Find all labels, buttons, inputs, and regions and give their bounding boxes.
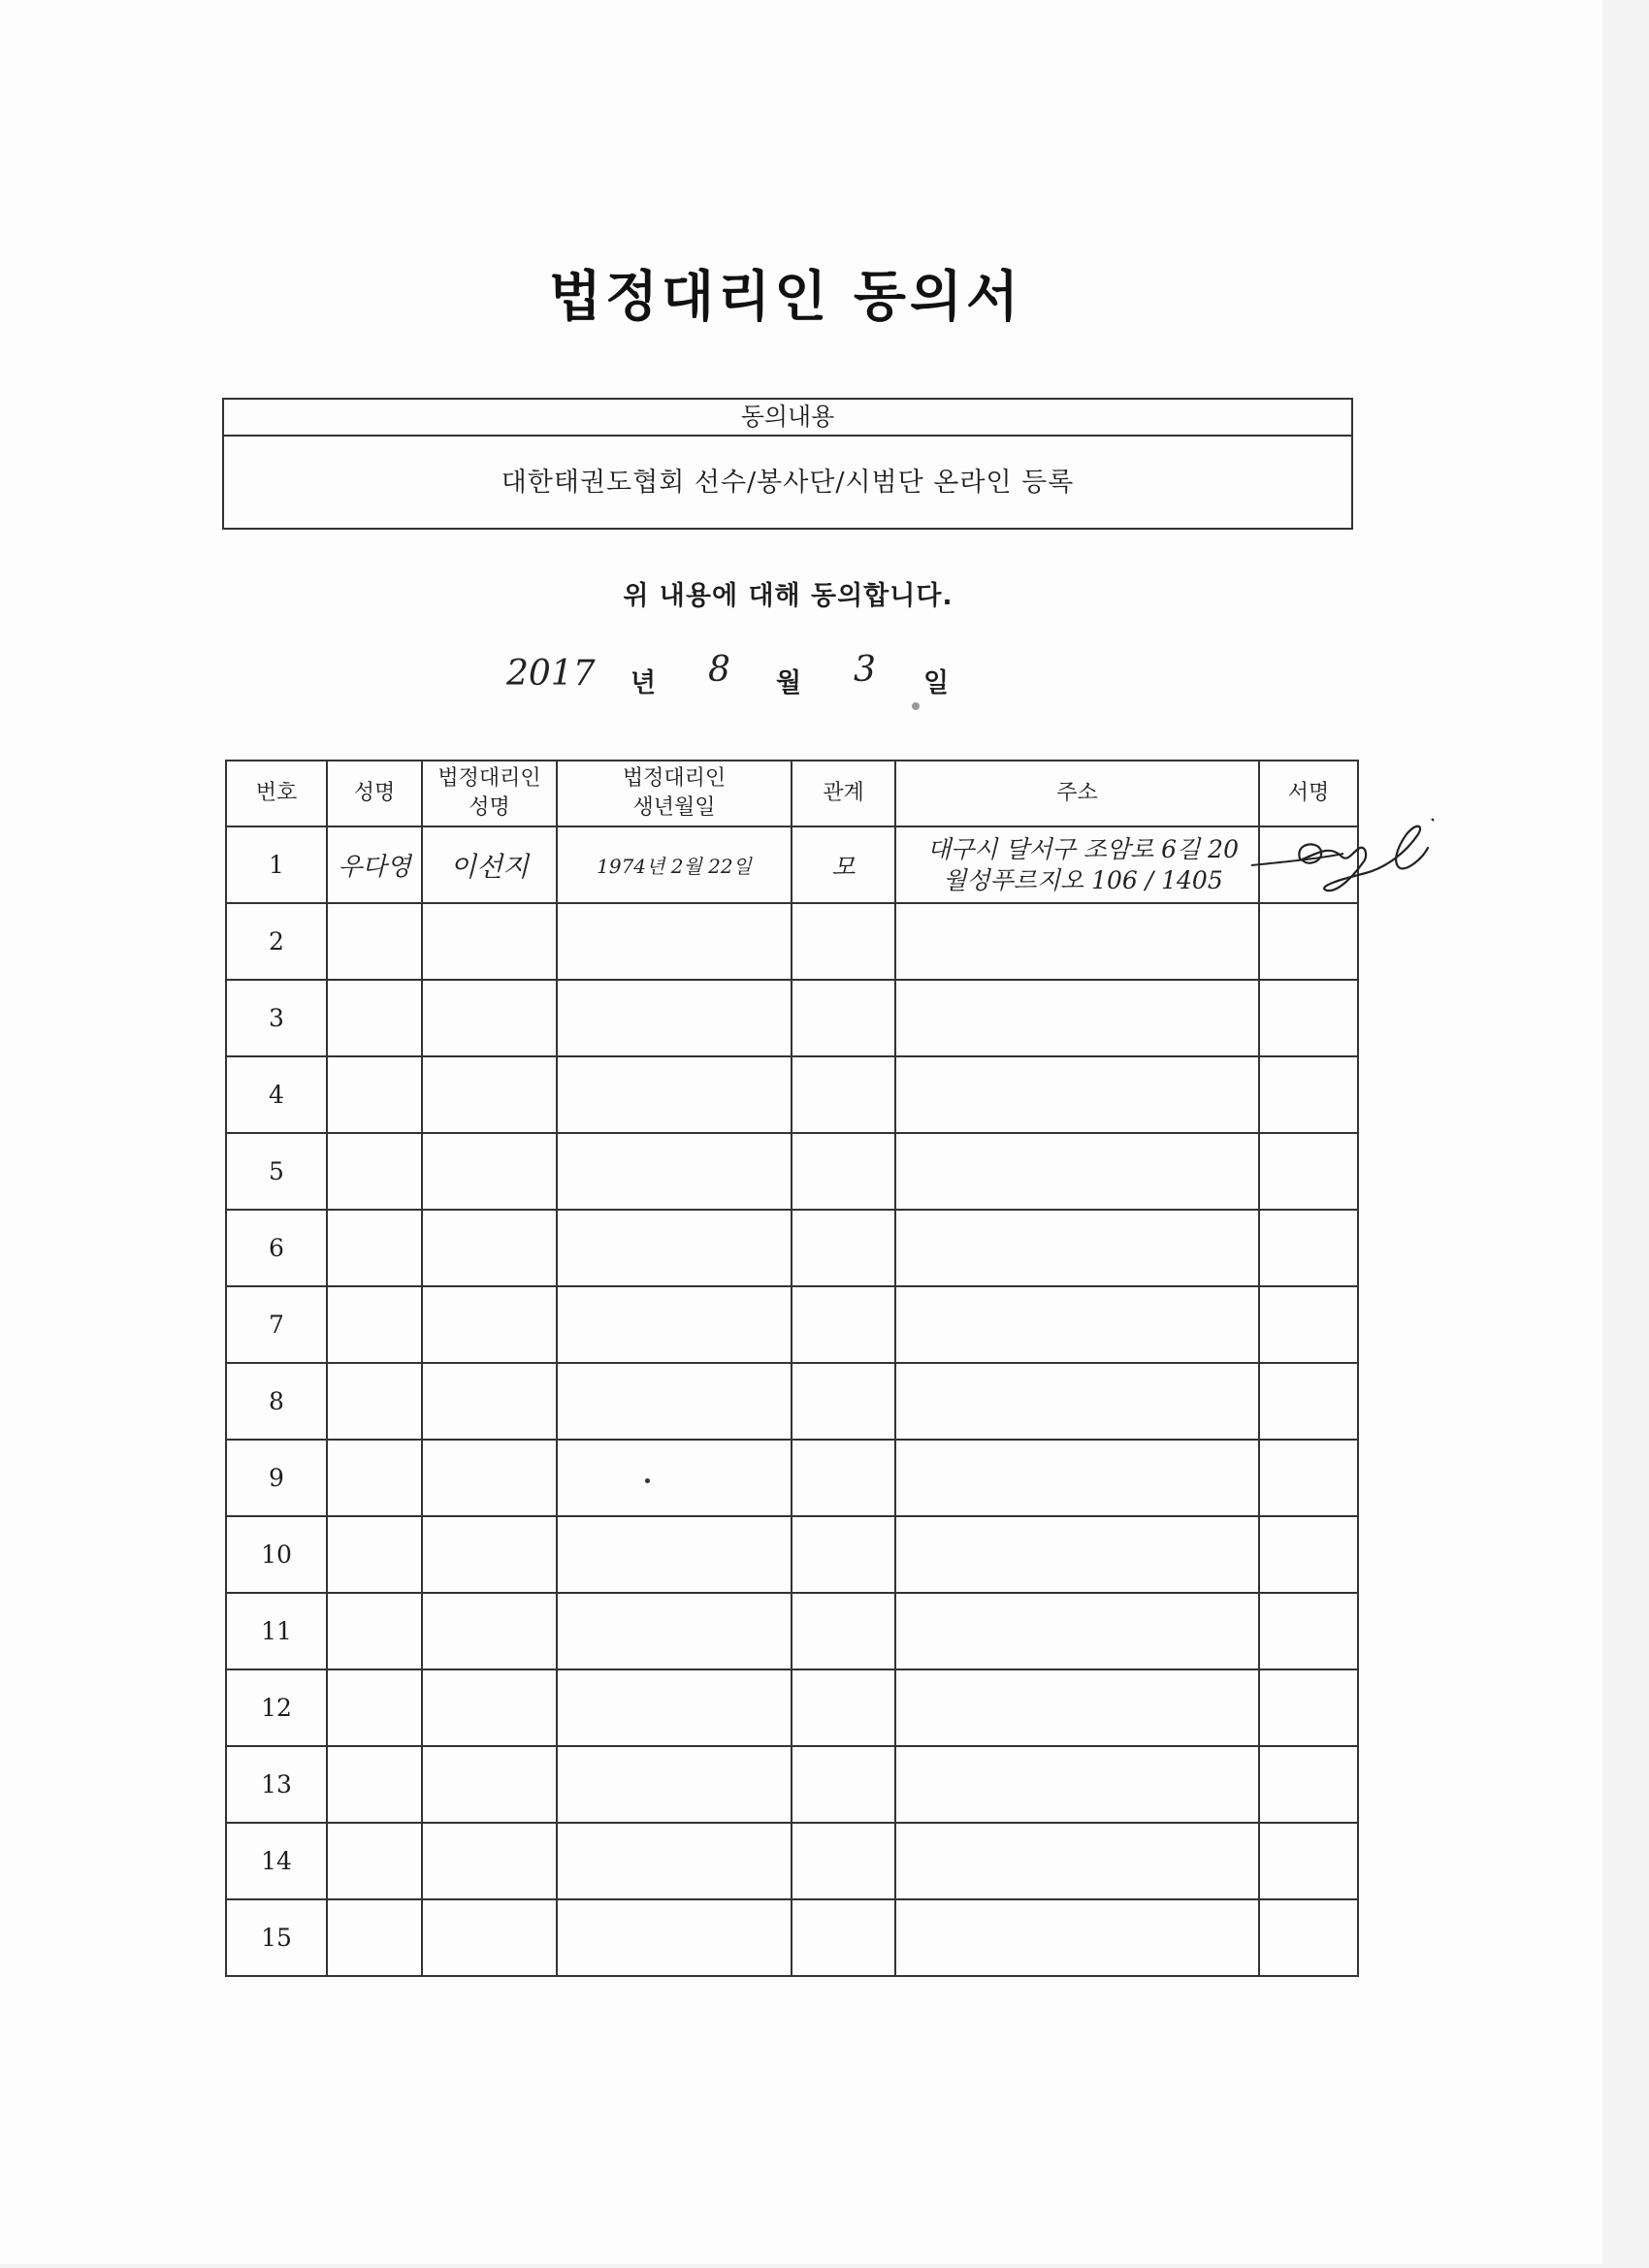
row-number: 7 — [226, 1286, 327, 1363]
rep-name: 이선지 — [422, 826, 557, 903]
empty-cell — [327, 1440, 422, 1516]
empty-cell — [895, 1440, 1259, 1516]
student-name: 우다영 — [327, 826, 422, 903]
empty-cell — [422, 980, 557, 1056]
table-row — [226, 1746, 1358, 1823]
empty-cell — [557, 903, 792, 980]
empty-cell — [422, 1056, 557, 1133]
row-number: 15 — [226, 1899, 327, 1976]
empty-cell — [792, 980, 895, 1056]
date-day-label: 일 — [923, 668, 950, 698]
row-number: 1 — [226, 826, 327, 903]
empty-cell — [1259, 903, 1358, 980]
empty-cell — [327, 903, 422, 980]
empty-cell — [1259, 1823, 1358, 1899]
row-number: 9 — [226, 1440, 327, 1516]
col-header-rep-name-line2: 성명 — [469, 795, 510, 820]
empty-cell — [557, 1210, 792, 1286]
empty-cell — [422, 903, 557, 980]
empty-cell — [327, 1133, 422, 1210]
empty-cell — [327, 1669, 422, 1746]
empty-cell — [422, 1516, 557, 1593]
empty-cell — [557, 980, 792, 1056]
empty-cell — [557, 1593, 792, 1669]
date-month: 8 — [708, 650, 730, 690]
empty-cell — [792, 1363, 895, 1440]
table-row — [226, 1056, 1358, 1133]
empty-cell — [1259, 980, 1358, 1056]
table-row — [226, 980, 1358, 1056]
empty-cell — [792, 1516, 895, 1593]
empty-cell — [422, 1133, 557, 1210]
table-header-row — [226, 761, 1358, 826]
empty-cell — [1259, 1210, 1358, 1286]
empty-cell — [895, 1133, 1259, 1210]
empty-cell — [422, 1440, 557, 1516]
paper-speck — [645, 1478, 650, 1483]
date-day: 3 — [854, 650, 876, 690]
empty-cell — [422, 1899, 557, 1976]
empty-cell — [327, 1823, 422, 1899]
col-header-rep-birth — [557, 761, 792, 826]
table-row — [226, 1823, 1358, 1899]
consent-body: 대한태권도협회 선수/봉사단/시범단 온라인 등록 — [501, 468, 1075, 498]
agree-statement: 위 내용에 대해 동의합니다. — [623, 581, 954, 611]
empty-cell — [895, 1286, 1259, 1363]
paper-speck — [912, 702, 920, 710]
consent-header: 동의내용 — [224, 400, 1351, 437]
empty-cell — [327, 1056, 422, 1133]
empty-cell — [327, 1286, 422, 1363]
row-number: 12 — [226, 1669, 327, 1746]
empty-cell — [327, 1516, 422, 1593]
row-number: 3 — [226, 980, 327, 1056]
table-row — [226, 1516, 1358, 1593]
empty-cell — [1259, 1669, 1358, 1746]
empty-cell — [1259, 1133, 1358, 1210]
empty-cell — [792, 1440, 895, 1516]
empty-cell — [895, 1669, 1259, 1746]
empty-cell — [1259, 1593, 1358, 1669]
row-number: 6 — [226, 1210, 327, 1286]
col-header-relation: 관계 — [792, 761, 895, 826]
empty-cell — [557, 1286, 792, 1363]
empty-cell — [895, 1746, 1259, 1823]
row-number: 8 — [226, 1363, 327, 1440]
address — [895, 826, 1259, 903]
empty-cell — [1259, 1746, 1358, 1823]
date-line — [0, 650, 1649, 708]
empty-cell — [895, 1823, 1259, 1899]
col-header-signature: 서명 — [1259, 761, 1358, 826]
empty-cell — [557, 1133, 792, 1210]
empty-cell — [792, 1823, 895, 1899]
table-row — [226, 1286, 1358, 1363]
address-line2: 월성푸르지오 106 / 1405 — [943, 865, 1223, 894]
table-row — [226, 1440, 1358, 1516]
table-row — [226, 903, 1358, 980]
empty-cell — [792, 1899, 895, 1976]
empty-cell — [792, 1669, 895, 1746]
empty-cell — [1259, 1440, 1358, 1516]
table-row — [226, 1669, 1358, 1746]
row-number: 13 — [226, 1746, 327, 1823]
empty-cell — [327, 1593, 422, 1669]
col-header-name: 성명 — [327, 761, 422, 826]
col-header-rep-birth-line2: 생년월일 — [632, 795, 716, 820]
row-number: 4 — [226, 1056, 327, 1133]
empty-cell — [792, 903, 895, 980]
empty-cell — [895, 1056, 1259, 1133]
address-line1: 대구시 달서구 조암로 6길 20 — [926, 834, 1239, 863]
empty-cell — [792, 1056, 895, 1133]
empty-cell — [557, 1823, 792, 1899]
empty-cell — [327, 980, 422, 1056]
handwritten-signature — [1251, 805, 1445, 902]
row-number: 11 — [226, 1593, 327, 1669]
row-number: 10 — [226, 1516, 327, 1593]
document-title: 법정대리인 동의서 — [548, 266, 1023, 329]
empty-cell — [422, 1823, 557, 1899]
empty-cell — [557, 1056, 792, 1133]
table-row — [226, 1210, 1358, 1286]
empty-cell — [895, 1363, 1259, 1440]
empty-cell — [895, 980, 1259, 1056]
table-row — [226, 1899, 1358, 1976]
empty-cell — [327, 1899, 422, 1976]
empty-cell — [422, 1669, 557, 1746]
empty-cell — [895, 903, 1259, 980]
consent-box — [222, 398, 1353, 530]
empty-cell — [422, 1363, 557, 1440]
empty-cell — [422, 1593, 557, 1669]
table-row — [226, 1593, 1358, 1669]
col-header-no: 번호 — [226, 761, 327, 826]
empty-cell — [557, 1899, 792, 1976]
empty-cell — [422, 1746, 557, 1823]
empty-cell — [792, 1746, 895, 1823]
empty-cell — [557, 1516, 792, 1593]
empty-cell — [422, 1210, 557, 1286]
empty-cell — [1259, 1899, 1358, 1976]
empty-cell — [1259, 1056, 1358, 1133]
empty-cell — [895, 1516, 1259, 1593]
date-year: 2017 — [506, 654, 596, 694]
empty-cell — [557, 1746, 792, 1823]
empty-cell — [327, 1210, 422, 1286]
table-row — [226, 826, 1358, 903]
empty-cell — [557, 1363, 792, 1440]
col-header-rep-name — [422, 761, 557, 826]
empty-cell — [1259, 1516, 1358, 1593]
empty-cell — [792, 1286, 895, 1363]
date-month-label: 월 — [776, 668, 802, 698]
empty-cell — [895, 1593, 1259, 1669]
empty-cell — [792, 1593, 895, 1669]
col-header-rep-name-line1: 법정대리인 — [437, 766, 541, 791]
empty-cell — [557, 1669, 792, 1746]
col-header-rep-birth-line1: 법정대리인 — [622, 766, 727, 791]
empty-cell — [895, 1210, 1259, 1286]
rep-birth: 1974년 2월 22일 — [557, 826, 792, 903]
empty-cell — [422, 1286, 557, 1363]
empty-cell — [792, 1133, 895, 1210]
empty-cell — [557, 1440, 792, 1516]
relation: 모 — [792, 826, 895, 903]
row-number: 2 — [226, 903, 327, 980]
table-row — [226, 1363, 1358, 1440]
representative-table — [225, 760, 1359, 1977]
empty-cell — [327, 1746, 422, 1823]
row-number: 5 — [226, 1133, 327, 1210]
empty-cell — [327, 1363, 422, 1440]
empty-cell — [895, 1899, 1259, 1976]
date-year-label: 년 — [630, 668, 657, 698]
empty-cell — [1259, 1286, 1358, 1363]
empty-cell — [792, 1210, 895, 1286]
empty-cell — [1259, 1363, 1358, 1440]
col-header-address: 주소 — [895, 761, 1259, 826]
table-row — [226, 1133, 1358, 1210]
row-number: 14 — [226, 1823, 327, 1899]
